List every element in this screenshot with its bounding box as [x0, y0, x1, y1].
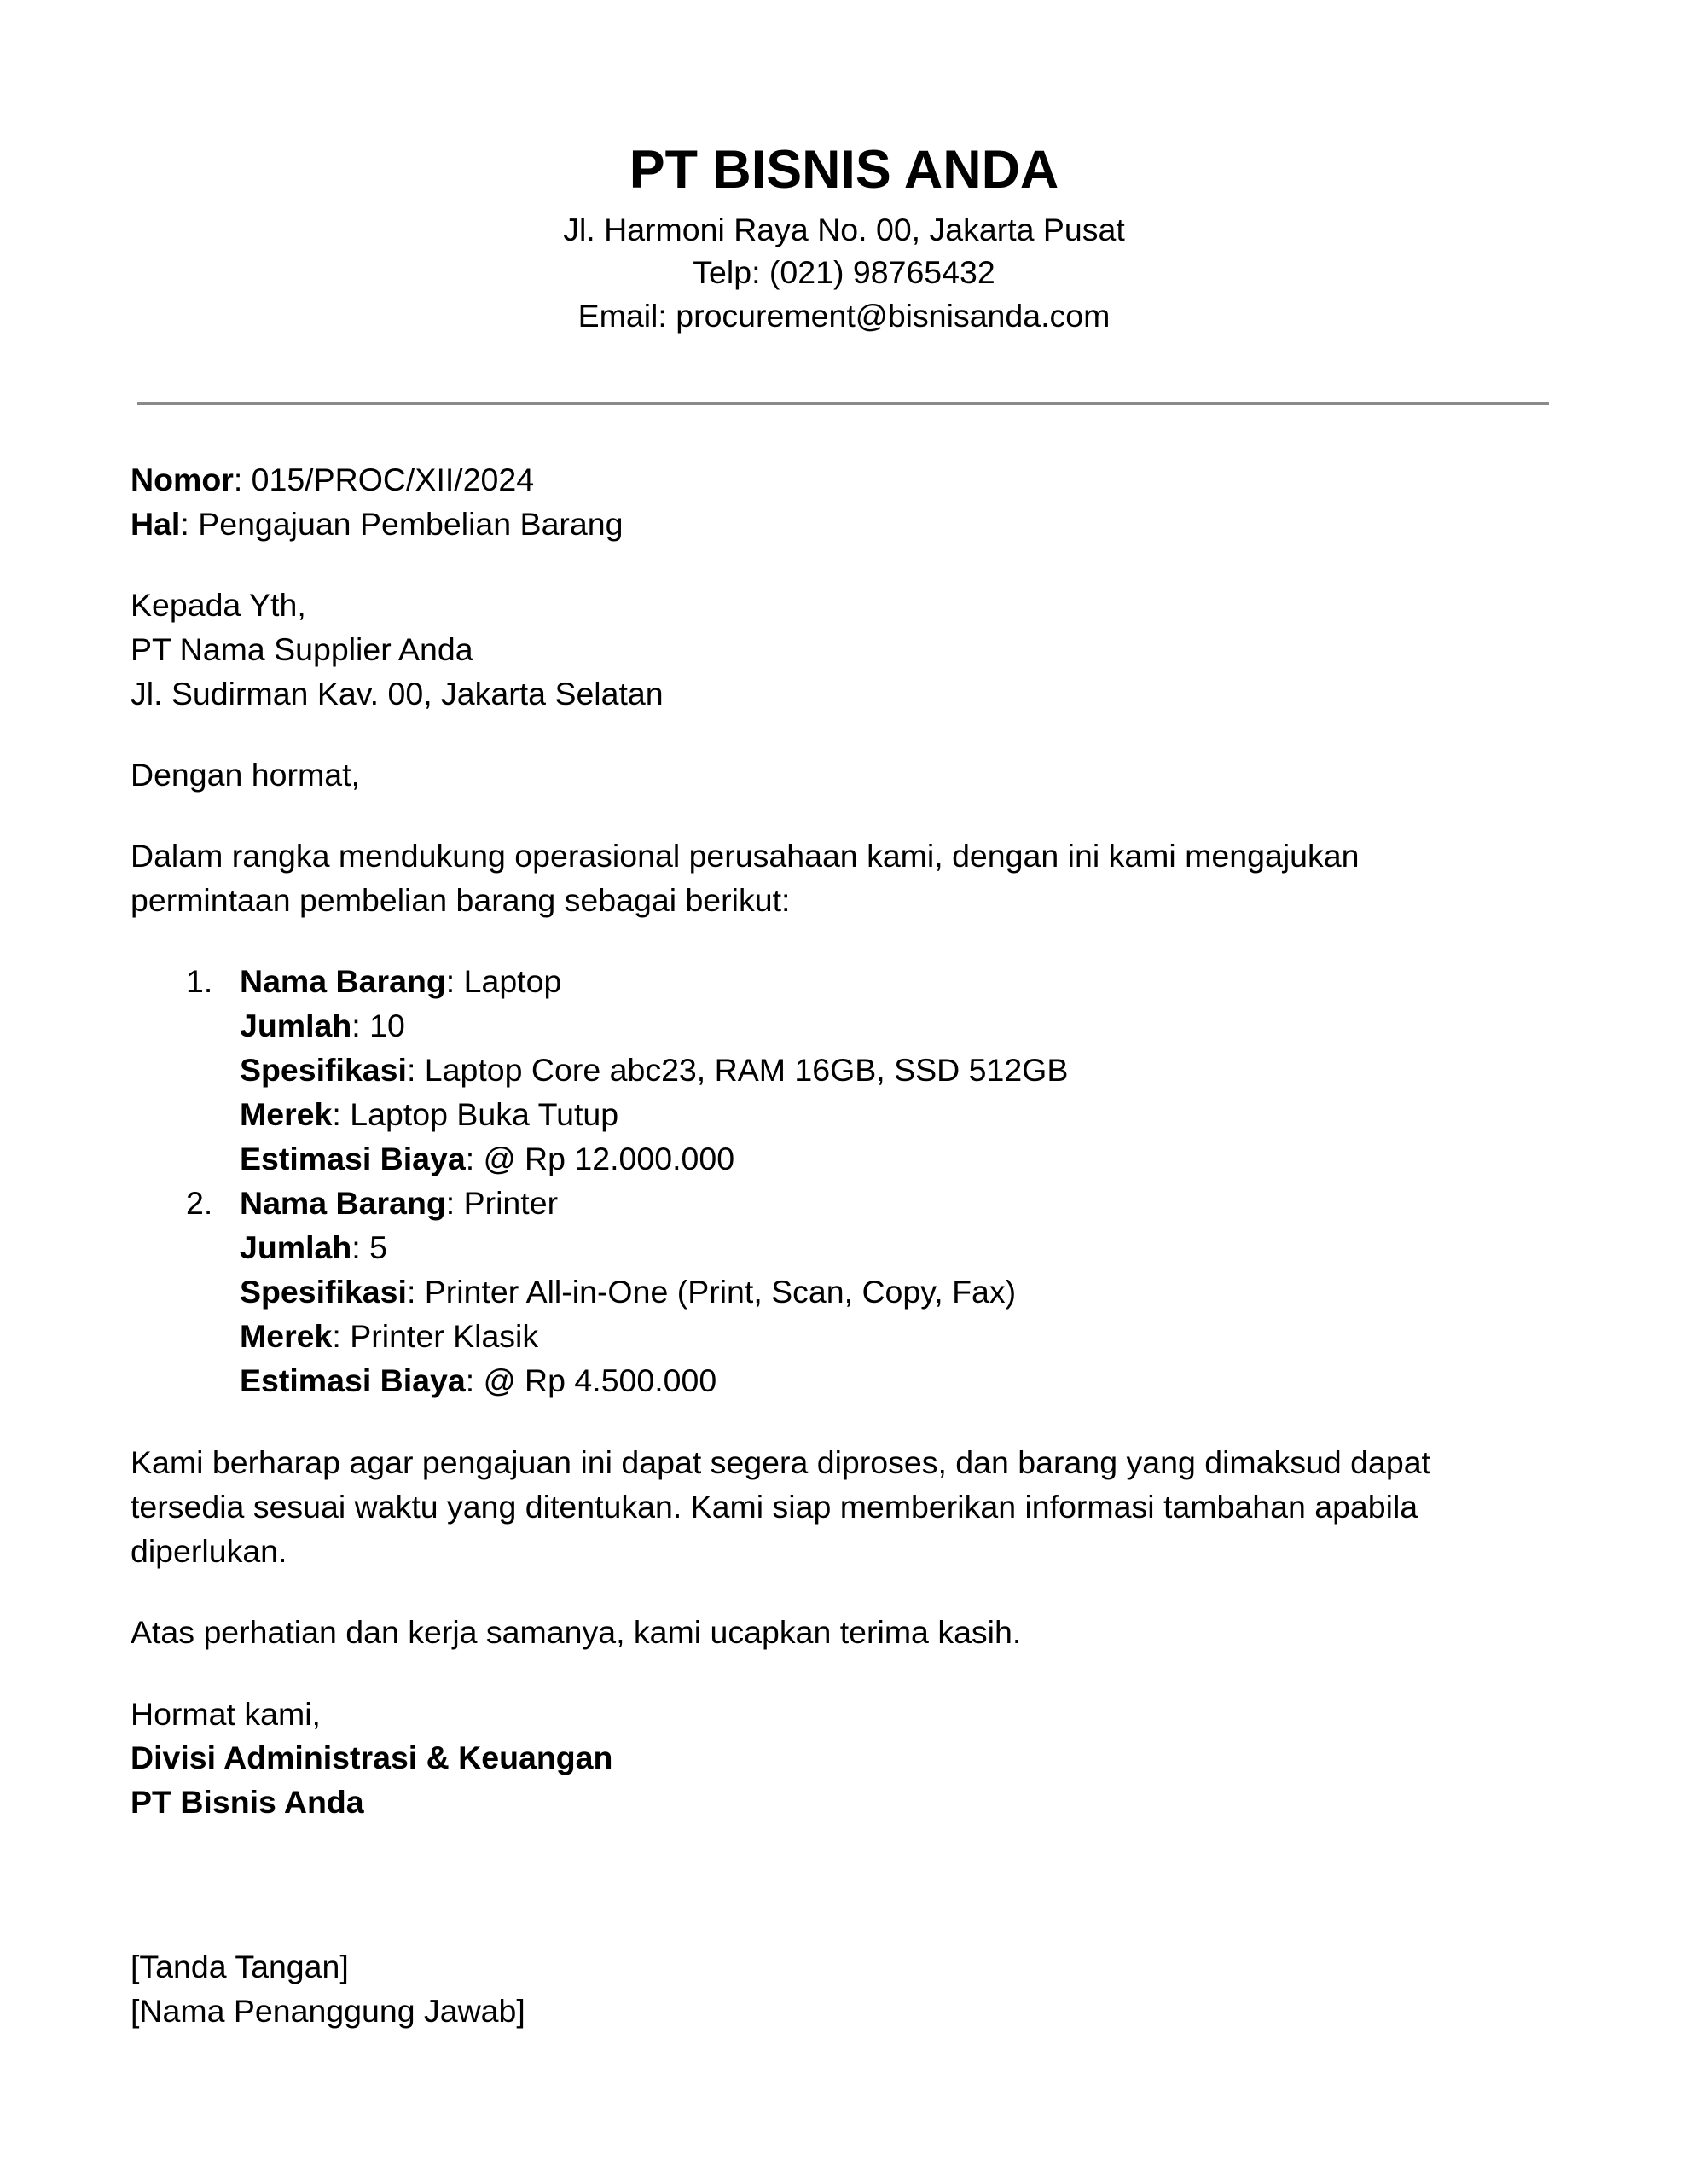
list-item-field: [240, 1225, 387, 1269]
field-label: Nama Barang: [240, 963, 446, 999]
company-name: PT BISNIS ANDA: [629, 140, 1059, 200]
field-label: Spesifikasi: [240, 1052, 407, 1088]
field-label: Spesifikasi: [240, 1274, 407, 1310]
field-value: : 5: [351, 1229, 387, 1265]
list-item-field: [240, 1269, 1016, 1314]
list-item-field: [240, 1136, 734, 1181]
hal-value: : Pengajuan Pembelian Barang: [180, 506, 624, 542]
header-divider: [137, 402, 1549, 405]
sender-division: Divisi Administrasi & Keuangan: [131, 1740, 613, 1775]
list-item-number: 1.: [186, 963, 213, 999]
closing-line-1: Kami berharap agar pengajuan ini dapat segera diproses, dan barang yang dimaksud dapat: [131, 1444, 1430, 1480]
hal-line: [131, 502, 623, 546]
field-label: Estimasi Biaya: [240, 1141, 466, 1176]
company-address: Jl. Harmoni Raya No. 00, Jakarta Pusat: [563, 212, 1125, 247]
list-item-number: 2.: [186, 1185, 213, 1221]
field-value: : Laptop Core abc23, RAM 16GB, SSD 512GB: [406, 1052, 1069, 1088]
nomor-value: : 015/PROC/XII/2024: [233, 462, 535, 497]
signer-name-placeholder: [Nama Penanggung Jawab]: [131, 1993, 525, 2029]
field-label: Nama Barang: [240, 1185, 446, 1221]
list-item-field: [240, 1181, 558, 1225]
list-item-field: [240, 1314, 538, 1358]
regards: Hormat kami,: [131, 1696, 321, 1732]
field-label: Merek: [240, 1318, 333, 1354]
recipient-address: Jl. Sudirman Kav. 00, Jakarta Selatan: [131, 676, 664, 712]
nomor-line: [131, 457, 534, 502]
field-value: : 10: [351, 1008, 405, 1043]
field-value: : @ Rp 4.500.000: [465, 1362, 717, 1398]
company-email: Email: procurement@bisnisanda.com: [577, 298, 1111, 334]
nomor-label: Nomor: [131, 462, 234, 497]
field-value: : @ Rp 12.000.000: [465, 1141, 735, 1176]
field-value: : Laptop: [445, 963, 562, 999]
company-phone: Telp: (021) 98765432: [693, 254, 995, 290]
closing-line-2: tersedia sesuai waktu yang ditentukan. Kami siap memberikan informasi tambahan apabila: [131, 1489, 1418, 1525]
list-item-field: [240, 959, 561, 1003]
field-value: : Printer Klasik: [332, 1318, 539, 1354]
recipient-company: PT Nama Supplier Anda: [131, 631, 473, 667]
intro-line-1: Dalam rangka mendukung operasional perusahaan kami, dengan ini kami mengajukan: [131, 838, 1360, 874]
salutation: Dengan hormat,: [131, 757, 360, 793]
signature-placeholder: [Tanda Tangan]: [131, 1949, 349, 1984]
field-label: Jumlah: [240, 1229, 352, 1265]
sender-company: PT Bisnis Anda: [131, 1784, 364, 1820]
intro-line-2: permintaan pembelian barang sebagai berikut:: [131, 882, 791, 918]
hal-label: Hal: [131, 506, 181, 542]
closing-line-3: diperlukan.: [131, 1533, 287, 1569]
field-label: Merek: [240, 1096, 333, 1132]
recipient-greeting: Kepada Yth,: [131, 587, 306, 623]
field-value: : Printer All-in-One (Print, Scan, Copy, Fax): [406, 1274, 1017, 1310]
field-value: : Printer: [445, 1185, 559, 1221]
field-label: Estimasi Biaya: [240, 1362, 466, 1398]
field-label: Jumlah: [240, 1008, 352, 1043]
list-item-field: [240, 1092, 618, 1136]
thanks-line: Atas perhatian dan kerja samanya, kami ucapkan terima kasih.: [131, 1614, 1022, 1650]
list-item-field: [240, 1048, 1068, 1092]
list-item-field: [240, 1358, 716, 1403]
list-item-field: [240, 1003, 405, 1048]
field-value: : Laptop Buka Tutup: [332, 1096, 619, 1132]
